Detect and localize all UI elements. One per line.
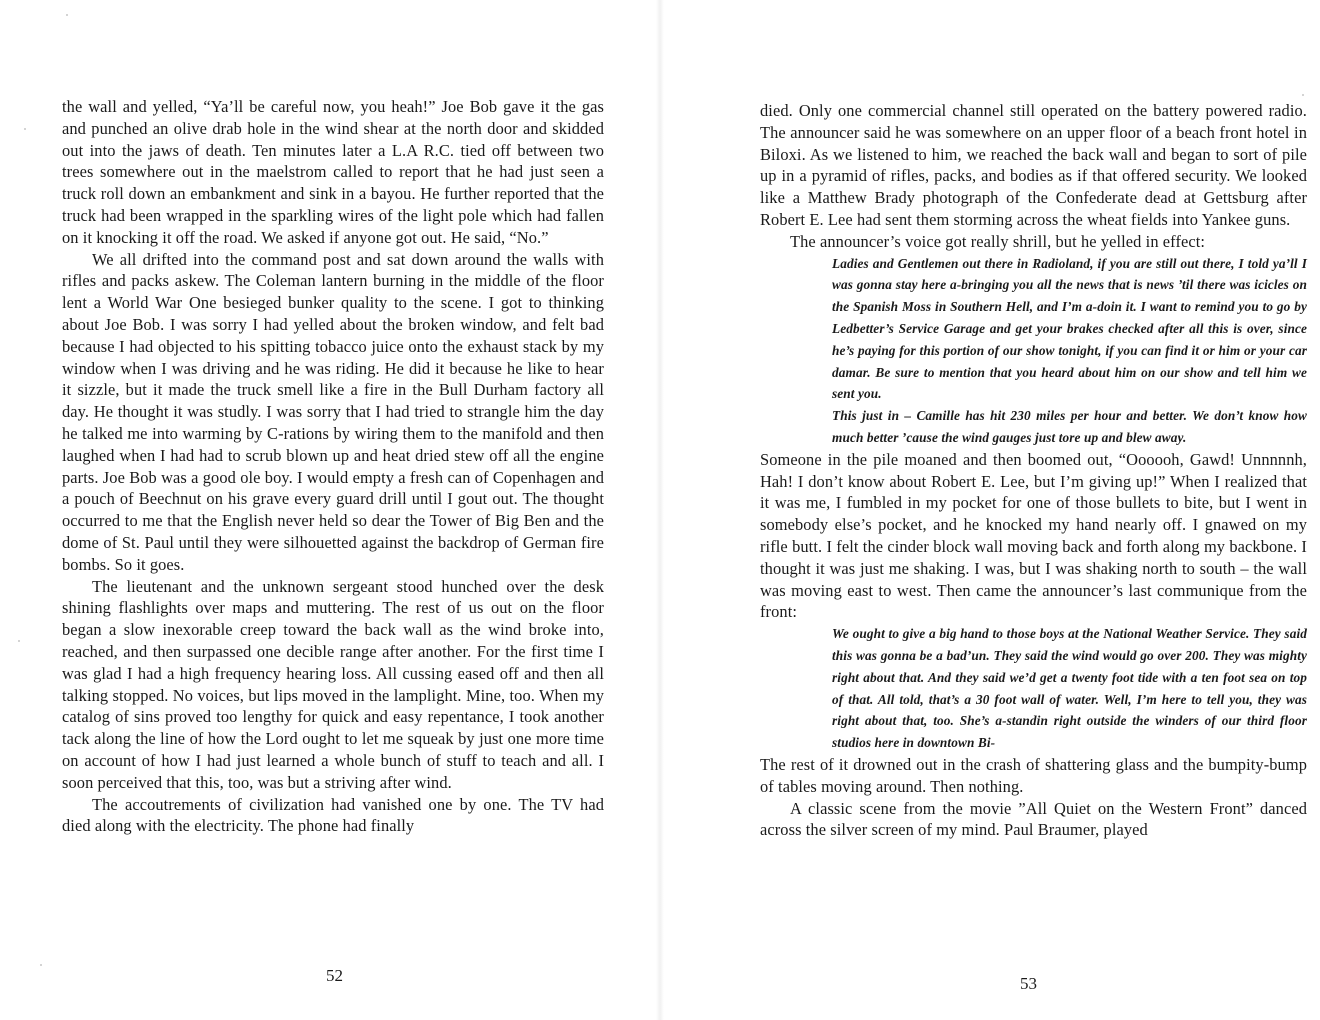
paragraph: Someone in the pile moaned and then boomed out, “Oooooh, Gawd! Unnnnnh, Hah! I don’t know about Robert E. Lee, but I’m giving up!” When I realized that it was me, I fumbled in my pocket for one of those bullets to bite, but I went in somebody else’s pocket, and he knocked my hand nearly off. I gnawed on my rifle butt. I felt the cinder block wall moving back and forth along my backbone. I thought it was just me shaking. I was, but I was shaking north to south – the wall was moving east to west. Then came the announcer’s last communique from the front: bbox=[760, 449, 1307, 622]
paragraph: the wall and yelled, “Ya’ll be careful now, you heah!” Joe Bob gave it the gas and punched an olive drab hole in the wind shear at the north door and skidded out into the jaws of death. Ten minutes later a L.A R.C. tied off between two trees somewhere out in the maelstrom called to report that he had just seen a truck roll down an embankment and sink in a bayou. He further reported that the truck had been wrapped in the sparkling wires of the light pole which had fallen on it knocking it off the road. We asked if anyone got out. He said, “No.” bbox=[62, 97, 604, 247]
right-page-text bbox=[760, 100, 1307, 841]
scan-speck bbox=[66, 14, 68, 16]
paragraph: A classic scene from the movie ”All Quiet on the Western Front” danced across the silver screen of my mind. Paul Braumer, played bbox=[760, 798, 1307, 840]
scan-speck bbox=[18, 640, 20, 642]
right-page bbox=[660, 0, 1320, 1020]
radio-quote: We ought to give a big hand to those boys at the National Weather Service. They said this was gonna be a bad’un. They said the wind would go over 200. They was mighty right about that. And they said we’d get a twenty foot tide with a ten foot sea on top of that. All told, that’s a 30 foot wall of water. Well, I’m here to tell you, they was right about that, too. She’s a-standin right outside the winders of our third floor studios here in downtown Bi- bbox=[832, 626, 1307, 751]
paragraph: The announcer’s voice got really shrill, but he yelled in effect: bbox=[790, 231, 1206, 251]
scan-speck bbox=[40, 964, 42, 966]
radio-quote: Ladies and Gentlemen out there in Radioland, if you are still out there, I told ya’ll I was gonna stay here a-bringing you all the news that is news ’til there was icicles on the Spanish Moss in Southern Hell, and I’m a-doin it. I want to remind you to go by Ledbetter’s Service Garage and get your brakes checked after all this is over, since he’s paying for this portion of our show tonight, if you can find it or him or your car damar. Be sure to mention that you heard about him on our show and tell him we sent you. bbox=[832, 255, 1307, 402]
page-number: 53 bbox=[1020, 974, 1037, 993]
paragraph: died. Only one commercial channel still operated on the battery powered radio. The announcer said he was somewhere on an upper floor of a beach front hotel in Biloxi. As we listened to him, we reached the back wall and began to sort of pile up in a pyramid of rifles, packs, and bodies as if that offered security. We looked like a Matthew Brady photograph of the Confederate dead at Gettsburg after Robert E. Lee had sent them storming across the wheat fields into Yankee guns. bbox=[760, 101, 1307, 229]
paragraph: The lieutenant and the unknown sergeant stood hunched over the desk shining flashlights over maps and muttering. The rest of us out on the floor began a slow inexorable creep toward the back wall as the wind broke into, reached, and then surpassed one decible range after another. For the first time I was glad I had a high frequency hearing loss. All cussing eased off and then all talking stopped. No voices, but lips moved in the lamplight. Mine, too. When my catalog of sins proved too lengthy for quick and easy repentance, I took another tack along the line of how the Lord ought to let me squeak by just one more time on account of how I had just learned a whole bunch of stuff to teach and all. I soon perceived that this, too, was but a striving after wind. bbox=[62, 576, 604, 792]
left-page-text bbox=[62, 96, 604, 837]
scan-speck bbox=[24, 128, 26, 130]
paragraph: We all drifted into the command post and sat down around the walls with rifles and packs askew. The Coleman lantern burning in the middle of the floor lent a World War One besieged bunker quality to the scene. I got to thinking about Joe Bob. I was sorry I had yelled about the broken window, and felt bad because I had objected to his spitting tobacco juice onto the exhaust stack by my window when I was driving and he was riding. He did it because he like to hear it sizzle, but it made the truck smell like a fire in the Bull Durham factory all day. He thought it was studly. I was sorry that I had tried to strangle him the day he talked me into warming by C-rations by wiring them to the manifold and then laughed when I had had to scrub blown up and heat dried stew off all the engine parts. Joe Bob was a good ole boy. I would empty a fresh can of Copenhagen and a pouch of Beechnut on his grave every guard drill until I gout out. The thought occurred to me that the English never held so dear the Tower of Big Ben and the dome of St. Paul until they were silhouetted against the backdrop of German fire bombs. So it goes. bbox=[62, 249, 604, 574]
radio-quote: This just in – Camille has hit 230 miles per hour and better. We don’t know how much better ’cause the wind gauges just tore up and blew away. bbox=[832, 408, 1307, 445]
page-number: 52 bbox=[326, 966, 343, 985]
paragraph: The accoutrements of civilization had vanished one by one. The TV had died along with the electricity. The phone had finally bbox=[62, 794, 604, 836]
scan-speck bbox=[1302, 94, 1304, 96]
paragraph: The rest of it drowned out in the crash of shattering glass and the bumpity-bump of tables moving around. Then nothing. bbox=[760, 754, 1307, 796]
